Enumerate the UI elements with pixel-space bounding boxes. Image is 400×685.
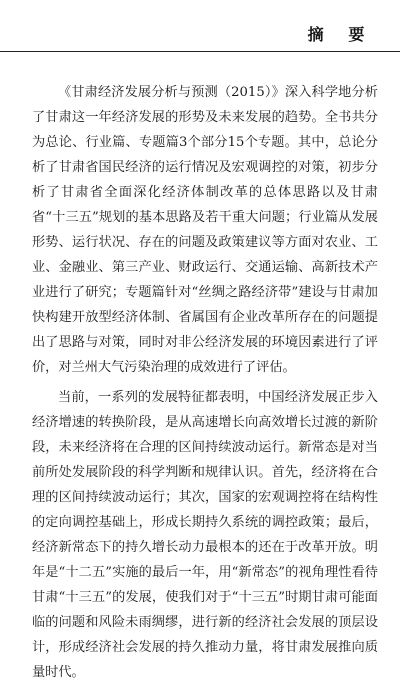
- header-divider: [0, 51, 400, 52]
- abstract-body: [32, 80, 378, 685]
- paragraph-1: 《甘肃经济发展分析与预测（2015）》深入科学地分析了甘肃这一年经济发展的形势及未来发展的趋势。全书共分为总论、行业篇、专题篇3个部分15个专题。其中，总论分析了甘肃省国民经济的运行情况及宏观调控的对策，初步分析了甘肃省全面深化经济体制改革的总体思路以及甘肃省“十三五”规划的基本思路及若干重大问题；行业篇从发展形势、运行状况、存在的问题及政策建议等方面对农业、工业、金融业、第三产业、财政运行、交通运输、高新技术产业进行了研究；专题篇针对“丝绸之路经济带”建设与甘肃加快构建开放型经济体制、省属国有企业改革所存在的问题提出了思路与对策，同时对非公经济发展的环境因素进行了评价，对兰州大气污染治理的成效进行了评估。: [32, 85, 378, 375]
- page-title: 摘 要: [307, 25, 374, 44]
- paragraph-2: 当前，一系列的发展特征都表明，中国经济发展正步入经济增速的转换阶段，是从高速增长向高效增长过渡的新阶段，未来经济将在合理的区间持续波动运行。新常态是对当前所处发展阶段的科学判断和规律认识。首先，经济将在合理的区间持续波动运行；其次，国家的宏观调控将在结构性的定向调控基础上，形成长期持久系统的调控政策；最后，经济新常态下的持久增长动力最根本的还在于改革开放。明年是“十二五”实施的最后一年，用“新常态”的视角理性看待甘肃“十三五”的发展，使我们对于“十三五”时期甘肃可能面临的问题和风险未雨绸缪，进行新的经济社会发展的顶层设计，形成经济社会发展的持久推动力量，将甘肃发展推向质量时代。: [32, 390, 378, 680]
